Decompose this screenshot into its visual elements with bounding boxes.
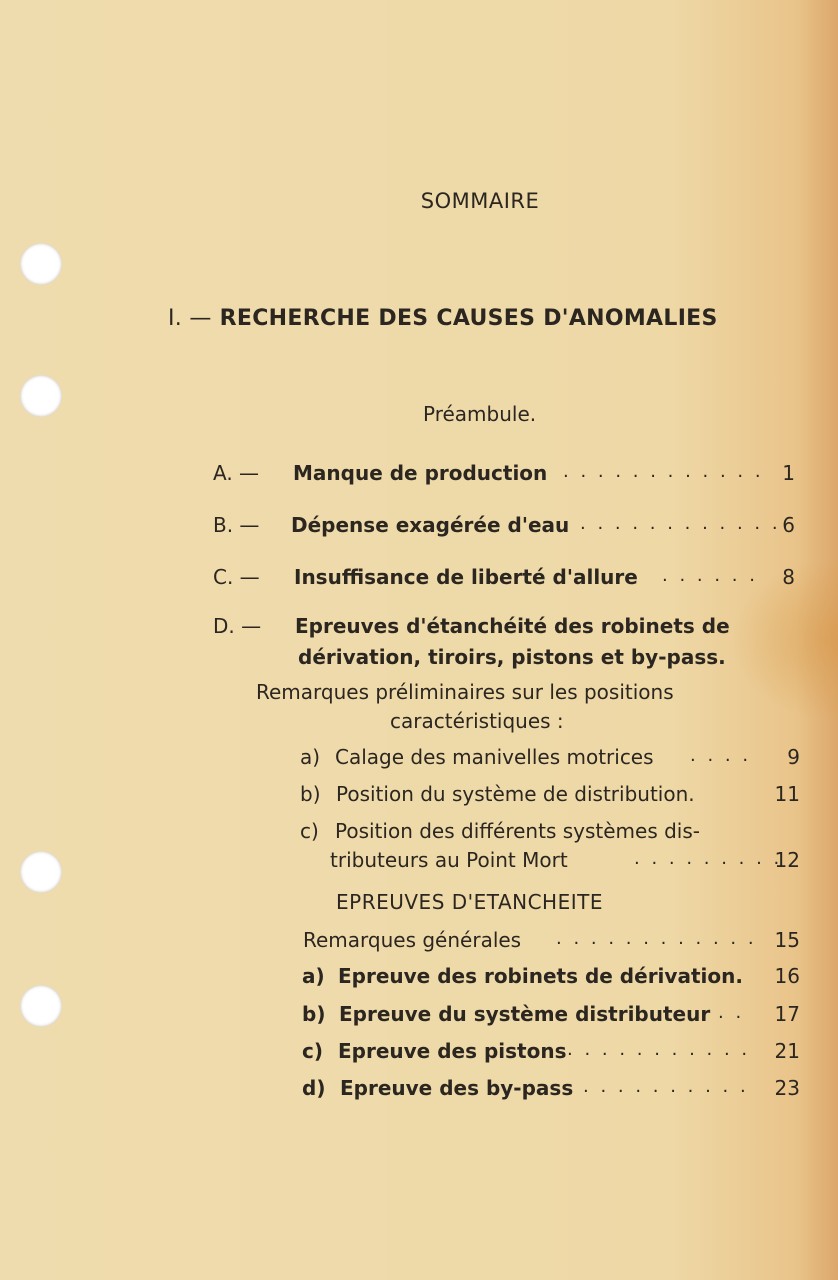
dot-leader: . . . . . . . . . . . .: [563, 461, 764, 482]
subentry-label: Epreuve des pistons: [338, 1039, 567, 1063]
toc-entry: [0, 461, 838, 491]
toc-entry: [0, 513, 838, 543]
entry-label-line2: dérivation, tiroirs, pistons et by-pass.: [298, 645, 726, 669]
subentry-label: Position du système de distribution.: [336, 782, 695, 806]
entry-label-line1: Epreuves d'étanchéité des robinets de: [295, 614, 730, 638]
subentry-label: Epreuve des by-pass: [340, 1076, 574, 1100]
remarks-line2: caractéristiques :: [390, 709, 564, 733]
page-number: 6: [782, 513, 795, 537]
subentry-letter: a): [300, 745, 321, 769]
toc-entry: [0, 614, 838, 644]
toc-subentry: [0, 1076, 838, 1106]
dot-leader: . . . . . . . . . . .: [567, 1039, 751, 1060]
dot-leader: . . . . . . . . .: [634, 848, 783, 869]
dot-leader: . .: [718, 1002, 745, 1023]
page-number: 11: [774, 782, 800, 806]
toc-subentry: [0, 964, 838, 994]
dot-leader: . . . . . . . . . . . .: [556, 928, 757, 949]
page-number: 1: [782, 461, 795, 485]
preamble: Préambule.: [423, 402, 537, 426]
page-title: SOMMAIRE: [420, 189, 540, 213]
page-number: 21: [774, 1039, 800, 1063]
page-number: 12: [774, 848, 800, 872]
entry-label: Insuffisance de liberté d'allure: [294, 565, 638, 589]
entry-label: Manque de production: [293, 461, 548, 485]
subentry-label-line2: tributeurs au Point Mort: [330, 848, 568, 872]
toc-subentry: [0, 1039, 838, 1069]
toc-subentry: [0, 1002, 838, 1032]
remarks-line1: Remarques préliminaires sur les positions: [256, 680, 674, 704]
dot-leader: . . . . . . . . . .: [583, 1076, 749, 1097]
toc-subentry: [0, 745, 838, 775]
toc-subentry: [0, 782, 838, 812]
toc-subentry-continuation: [0, 848, 838, 878]
entry-letter: A. —: [213, 461, 260, 485]
page-number: 17: [774, 1002, 800, 1026]
page-number: 23: [774, 1076, 800, 1100]
entry-letter: B. —: [213, 513, 260, 537]
toc-entry: [0, 565, 838, 595]
punch-hole: [20, 375, 62, 417]
subentry-label: Epreuve du système distributeur: [339, 1002, 711, 1026]
dot-leader: . . . .: [690, 745, 752, 766]
subentry-letter: c): [302, 1039, 323, 1063]
subentry-label: Epreuve des robinets de dérivation.: [338, 964, 743, 988]
subentry-letter: b): [300, 782, 321, 806]
subentry-label: Remarques générales: [303, 928, 522, 952]
subentry-letter: d): [302, 1076, 326, 1100]
subentry-letter: b): [302, 1002, 326, 1026]
tests-heading: EPREUVES D'ETANCHEITE: [336, 890, 603, 914]
page-number: 16: [774, 964, 800, 988]
dot-leader: . . . . . . . . . . . .: [580, 513, 781, 534]
toc-entry-continuation: [0, 645, 838, 675]
dot-leader: . . . . . .: [662, 565, 758, 586]
page-number: 8: [782, 565, 795, 589]
subentry-letter: c): [300, 819, 319, 843]
toc-subentry: [0, 928, 838, 958]
subentry-letter: a): [302, 964, 325, 988]
punch-hole: [20, 243, 62, 285]
subentry-label: Calage des manivelles motrices: [335, 745, 654, 769]
section-heading: [168, 306, 718, 331]
toc-subentry: [0, 819, 838, 849]
section-label: RECHERCHE DES CAUSES D'ANOMALIES: [219, 306, 718, 331]
page-number: 9: [787, 745, 800, 769]
subentry-label-line1: Position des différents systèmes dis-: [335, 819, 700, 843]
page-number: 15: [774, 928, 800, 952]
entry-letter: D. —: [213, 614, 262, 638]
entry-label: Dépense exagérée d'eau: [291, 513, 570, 537]
entry-letter: C. —: [213, 565, 260, 589]
section-number: I. —: [168, 306, 212, 331]
